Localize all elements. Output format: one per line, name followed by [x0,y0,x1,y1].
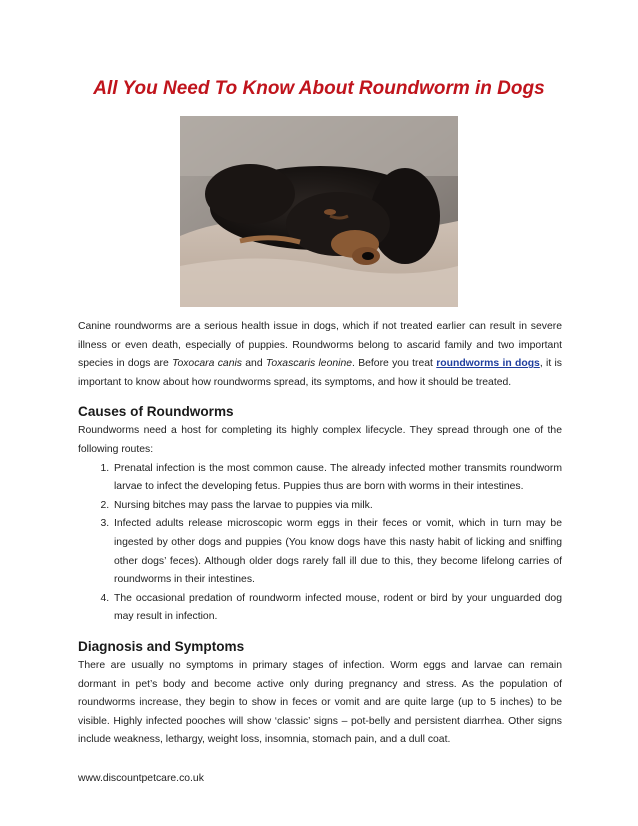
sleeping-dog-photo-icon [180,116,458,307]
page-title: All You Need To Know About Roundworm in Dogs [93,78,545,99]
species-toxocara: Toxocara canis [172,358,242,370]
article-body [78,318,562,750]
intro-text: Canine roundworms are a serious health issue in dogs, which if not treated earlier can result in severe illness or even death, especially of puppies. Roundworms belong to ascarid family and two important species in dogs are [78,321,562,370]
diagnosis-heading: Diagnosis and Symptoms [78,638,245,654]
list-item: 4. The occasional predation of roundworm infected mouse, rodent or bird by your unguarded dog may result in infection. [112,590,562,627]
causes-heading: Causes of Roundworms [78,404,234,420]
footer-website: www.discountpetcare.co.uk [78,773,204,784]
diagnosis-paragraph: There are usually no symptoms in primary stages of infection. Worm eggs and larvae can remain dormant in pet’s body and become active only during pregnancy and stress. As the population of roundworms increase, they begin to show in feces or vomit and are quite large (up to 5 inches) to be visible. Highly infected pooches will show ‘classic’ signs – pot-belly and persistent diarrhea. Other signs include weakness, lethargy, weight loss, insomnia, stomach pain, and a dull coat. [78,659,562,746]
causes-list [78,460,562,627]
species-toxascaris: Toxascaris leonine [265,358,353,370]
intro-and: and [241,358,266,370]
dog-photo [180,116,458,307]
list-item: 3. Infected adults release microscopic worm eggs in their feces or vomit, which in turn may be ingested by other dogs and puppies (You know dogs have this nasty habit of licking and sniffing other dogs’ feces). Although older dogs rarely fall ill due to this, they become lifelong carries of roundworms in their intestines. [112,515,562,589]
intro-text-3: , it is important to know about how roundworms spread, its symptoms, and how it should be treated. [78,358,563,388]
causes-intro: Roundworms need a host for completing its highly complex lifecycle. They spread through one of the following routes: [78,425,562,455]
roundworms-link[interactable]: roundworms in dogs [436,358,540,370]
intro-paragraph [78,318,562,392]
list-item: 2. Nursing bitches may pass the larvae to puppies via milk. [112,497,562,516]
intro-text-2: . Before you treat [352,358,437,370]
list-item: 1. Prenatal infection is the most common cause. The already infected mother transmits roundworm larvae to infect the developing fetus. Puppies thus are born with worms in their intestines. [112,460,562,497]
